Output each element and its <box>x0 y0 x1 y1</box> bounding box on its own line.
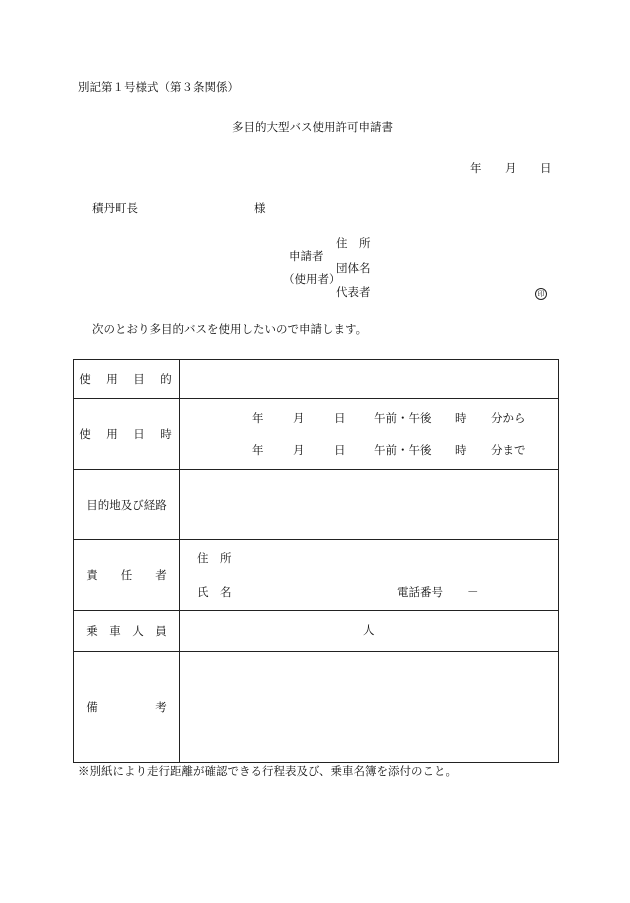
to-hour-label: 時 <box>455 443 467 457</box>
passengers-label: 乗 車 人 員 <box>74 611 180 652</box>
from-month-label: 月 <box>293 411 305 425</box>
to-minute-label: 分まで <box>491 443 526 457</box>
responsible-field[interactable] <box>180 540 559 611</box>
to-ampm-label: 午前・午後 <box>374 443 432 457</box>
intro-text: 次のとおり多目的バスを使用したいので申請します。 <box>92 322 368 336</box>
route-row <box>74 470 559 540</box>
remarks-label: 備 考 <box>74 652 180 763</box>
passengers-row <box>74 611 559 652</box>
purpose-label: 使 用 目 的 <box>74 360 180 399</box>
datetime-label: 使 用 日 時 <box>74 399 180 470</box>
addressee-name: 積丹町長 <box>92 201 138 215</box>
applicant-sub-label: （使用者） <box>283 272 341 286</box>
application-table <box>73 359 559 763</box>
from-minute-label: 分から <box>491 411 526 425</box>
applicant-label: 申請者 <box>289 249 324 263</box>
purpose-field[interactable] <box>180 360 559 399</box>
route-label: 目的地及び経路 <box>74 470 180 540</box>
datetime-row <box>74 399 559 470</box>
purpose-row <box>74 360 559 399</box>
resp-name-label: 氏 名 <box>197 585 232 599</box>
passengers-unit: 人 <box>363 623 375 637</box>
date-day-label: 日 <box>540 161 552 175</box>
remarks-row <box>74 652 559 763</box>
from-hour-label: 時 <box>455 411 467 425</box>
applicant-address-label: 住 所 <box>336 236 371 250</box>
resp-address-label: 住 所 <box>197 551 232 565</box>
date-year-label: 年 <box>470 161 482 175</box>
to-month-label: 月 <box>293 443 305 457</box>
addressee-honorific: 様 <box>254 201 266 215</box>
footnote: ※別紙により走行距離が確認できる行程表及び、乗車名簿を添付のこと。 <box>78 764 458 778</box>
remarks-field[interactable] <box>180 652 559 763</box>
responsible-row <box>74 540 559 611</box>
from-year-label: 年 <box>252 411 264 425</box>
applicant-rep-label: 代表者 <box>336 285 371 299</box>
form-title: 多目的大型バス使用許可申請書 <box>232 120 393 134</box>
phone-label: 電話番号 <box>397 585 443 599</box>
seal-icon: 印 <box>535 288 547 300</box>
to-day-label: 日 <box>334 443 346 457</box>
from-ampm-label: 午前・午後 <box>374 411 432 425</box>
passengers-field[interactable] <box>180 611 559 652</box>
route-field[interactable] <box>180 470 559 540</box>
phone-dash: － <box>467 585 479 599</box>
responsible-label: 責 任 者 <box>74 540 180 611</box>
applicant-org-label: 団体名 <box>336 261 371 275</box>
from-day-label: 日 <box>334 411 346 425</box>
date-month-label: 月 <box>505 161 517 175</box>
datetime-field[interactable] <box>180 399 559 470</box>
form-number: 別記第１号様式（第３条関係） <box>78 80 239 94</box>
to-year-label: 年 <box>252 443 264 457</box>
